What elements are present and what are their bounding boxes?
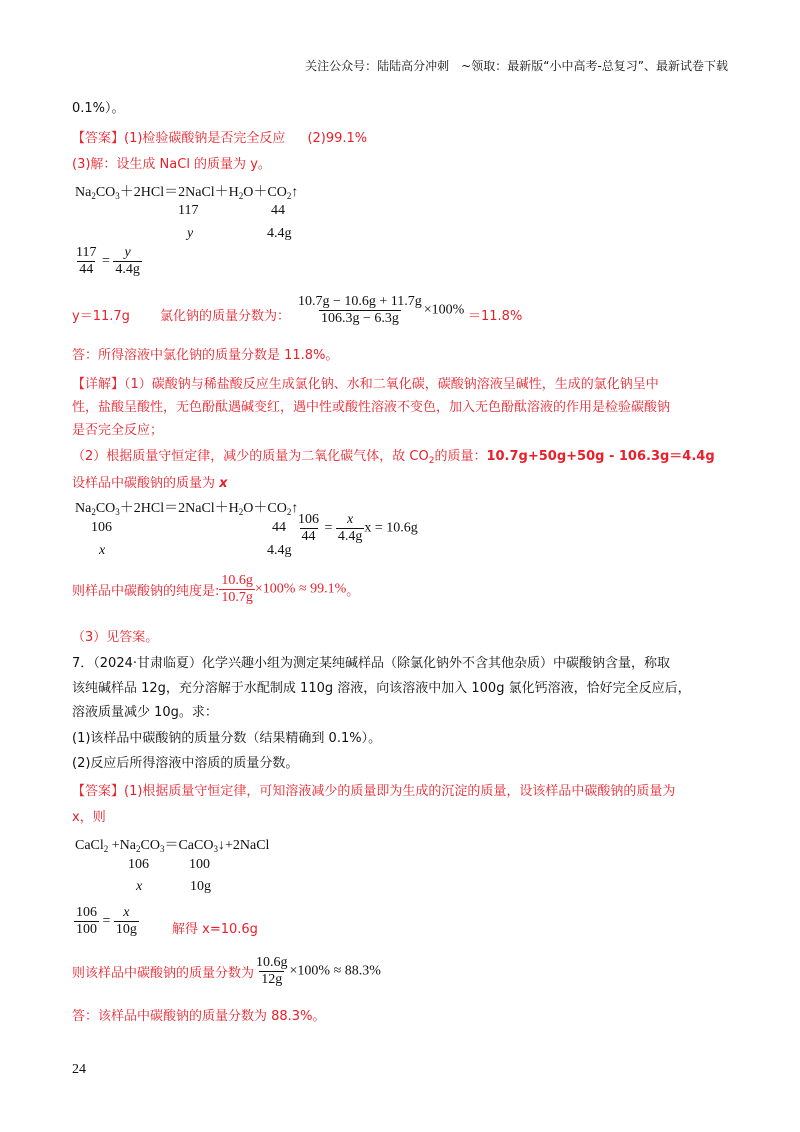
eq2-coef-106: 106: [91, 520, 112, 535]
purity-line: 则样品中碳酸钠的纯度是: $\frac{10.6g}{10.7g}$ ×100% ≈ 99.1%。: [72, 573, 360, 605]
ratio-3-result: 解得 x=10.6g: [172, 922, 258, 937]
eq1-mass: 4.4g: [267, 226, 292, 241]
nacl-fraction: $\frac{10.7g - 10.6g + 11.7g}{106.3g - 6.3g}$ ×100%: [298, 294, 465, 326]
answer-tag: 【答案】: [72, 131, 125, 146]
eq3-mass: 10g: [190, 879, 211, 894]
answer-7-line-1: 【答案】(1)根据质量守恒定律，可知溶液减少的质量即为生成的沉淀的质量，设该样品中碳酸钠的质量为: [72, 784, 676, 799]
detail-line-3: 是否完全反应；: [72, 423, 164, 438]
page-number: 24: [72, 1062, 86, 1077]
page-header: 关注公众号：陆陆高分冲刺 ~领取：最新版“小中高考-总复习”、最新试卷下载: [305, 59, 728, 73]
detail-line-6: （3）见答案。: [72, 630, 159, 645]
eq1-var-y: y: [187, 226, 194, 241]
text-line: 0.1%）。: [72, 101, 125, 116]
ratio-equation-1: $\frac{117}{44}$ = $\frac{y}{4.4g}$: [76, 245, 140, 277]
eq3-coef-106: 106: [128, 857, 149, 872]
ratio-equation-2: $\frac{106}{44}$ = $\frac{x}{4.4g}$ x = 10.6g: [298, 512, 418, 544]
detail-line-5: 设样品中碳酸钠的质量为 x: [72, 476, 228, 491]
detail-tag: 【详解】: [72, 377, 125, 392]
answer-7-final: 答：该样品中碳酸钠的质量分数为 88.3%。: [72, 1009, 326, 1024]
answer-statement: 答：所得溶液中氯化钠的质量分数是 11.8%。: [72, 348, 339, 363]
answer-part-1: (1)检验碳酸钠是否完全反应: [124, 131, 286, 146]
nacl-fraction-label: 氯化钠的质量分数为：: [160, 309, 291, 324]
answer-7-line-2: x，则: [72, 810, 106, 825]
question-7-line-2: 该纯碱样品 12g，充分溶解于水配制成 110g 溶液，向该溶液中加入 100g 氯化钙溶液，恰好完全反应后，: [72, 681, 691, 696]
question-7-part-1: (1)该样品中碳酸钠的质量分数（结果精确到 0.1%）。: [72, 731, 382, 746]
eq1-coef-44: 44: [271, 203, 285, 218]
detail-line-2: 性，盐酸呈酸性，无色酚酞遇碱变红，遇中性或酸性溶液不变色，加入无色酚酞溶液的作用是检验碳酸钠: [72, 400, 671, 415]
chemical-equation-2: $Na_2CO_3+2HCl=2NaCl+H_2O+CO_2↑$: [75, 501, 299, 517]
eq2-mass: 4.4g: [267, 543, 292, 558]
eq2-var-x: x: [99, 543, 106, 558]
question-7-part-2: (2)反应后所得溶液中溶质的质量分数。: [72, 756, 299, 771]
ratio-equation-3: $\frac{106}{100}$ = $\frac{x}{10g}$: [76, 905, 137, 937]
solution-line: (3)解：设生成 NaCl 的质量为 y。: [72, 157, 271, 172]
detail-line-1: 【详解】（1）碳酸钠与稀盐酸反应生成氯化钠、水和二氧化碳，碳酸钠溶液呈碱性，生成的氯化钠呈中: [72, 377, 659, 392]
chemical-equation-3: CaCl$_2$ $+Na_2CO_3=CaCO_3↓+2NaCl$: [75, 838, 270, 854]
eq1-coef-117: 117: [178, 203, 199, 218]
y-result: y＝11.7g: [72, 309, 130, 324]
question-7-line-1: 7．（2024·甘肃临夏）化学兴趣小组为测定某纯碱样品（除氯化钠外不含其他杂质）中碳酸钠含量，称取: [72, 656, 670, 671]
fraction-7-line: 则该样品中碳酸钠的质量分数为 $\frac{10.6g}{12g}$ ×100% ≈ 88.3%: [72, 955, 381, 987]
question-7-line-3: 溶液质量减少 10g。求：: [72, 705, 218, 720]
eq3-var-x: x: [136, 879, 143, 894]
answer-line: [72, 127, 367, 146]
answer-part-2: (2)99.1%: [307, 131, 368, 146]
chemical-equation-1: $Na_2CO_3+2HCl=2NaCl+H_2O+CO_2↑$: [75, 185, 299, 201]
detail-line-4: （2）根据质量守恒定律，减少的质量为二氧化碳气体，故 $CO_2$的质量：10.7g+50g+50g - 106.3g＝4.4g: [72, 449, 715, 466]
nacl-result: ＝11.8%: [468, 309, 523, 324]
eq2-coef-44: 44: [272, 520, 286, 535]
eq3-coef-100: 100: [189, 857, 210, 872]
